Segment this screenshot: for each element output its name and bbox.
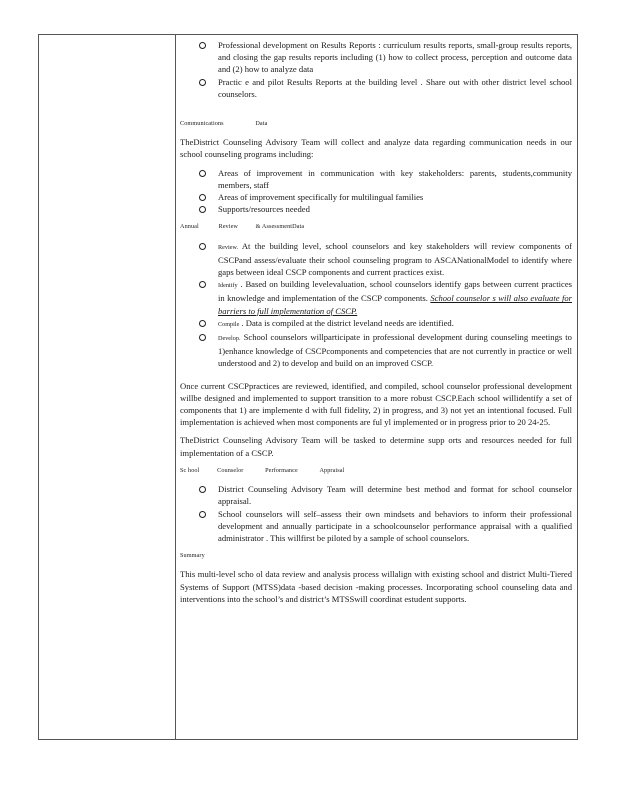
- circle-bullet-icon: [199, 334, 206, 341]
- list-item-review: Review. At the building level, school counselors and key stakeholders will review components of CSCPand assess/evaluate their school counseling program to ASCANationalModel to identify where gaps between ideal CSCP components and current practices exist.: [180, 240, 572, 279]
- circle-bullet-icon: [199, 486, 206, 493]
- annual-review-list: [180, 240, 572, 370]
- circle-bullet-icon: [199, 243, 206, 250]
- right-cell-content: [180, 39, 572, 605]
- results-report-list: [180, 39, 572, 100]
- list-item: School counselors will self–assess their own mindsets and behaviors to inform their professional development and annually participate in a schoolcounselor performance appraisal with a qualified administrator . This willfirst be piloted by a sample of school counselors.: [180, 508, 572, 545]
- annual-review-heading: Annual Review & AssessmentData: [180, 223, 305, 231]
- list-item: Practic e and pilot Results Reports at the building level . Share out with other district level school counselors.: [180, 76, 572, 100]
- list-item: Areas of improvement in communication with key stakeholders: parents, students,community members, staff: [180, 167, 572, 191]
- communications-data-heading: Communications Data: [180, 120, 268, 128]
- column-divider: [175, 35, 176, 739]
- circle-bullet-icon: [199, 511, 206, 518]
- communications-list: [180, 167, 572, 216]
- list-item: District Counseling Advisory Team will determine best method and format for school counselor appraisal.: [180, 483, 572, 507]
- summary-heading: Summary: [180, 552, 205, 560]
- circle-bullet-icon: [199, 320, 206, 327]
- document-table: [38, 34, 578, 740]
- list-item: Professional development on Results Reports : curriculum results reports, small-group results reports, and closing the gap results reports including (1) how to collect process, perception and outcome data and (2) how to analyze data: [180, 39, 572, 76]
- circle-bullet-icon: [199, 170, 206, 177]
- paragraph-advisory-team: TheDistrict Counseling Advisory Team will be tasked to determine supp orts and resources needed for full implementation of a CSCP.: [180, 435, 572, 458]
- circle-bullet-icon: [199, 79, 206, 86]
- appraisal-heading: Sc hool Counselor Performance Appraisal: [180, 466, 345, 474]
- circle-bullet-icon: [199, 206, 206, 213]
- list-item-compile: Compile . Data is compiled at the district leveland needs are identified.: [180, 317, 572, 331]
- list-item-develop: Develop. School counselors willparticipate in professional development during counseling meetings to 1)enhance knowledge of CSCPcomponents and competencies that are not currently in practice or well understood and 2) to develop and build on an improved CSCP.: [180, 331, 572, 370]
- list-item: Supports/resources needed: [180, 203, 572, 215]
- summary-paragraph: This multi-level scho ol data review and analysis process willalign with existing school and district Multi-Tiered Systems of Support (MTSS)data -based decision -making processes. Incorporating school counseling data and interventions into the school’s and district’s MTSSwill coordinat estudent supports.: [180, 569, 572, 604]
- paragraph-once-current: Once current CSCPpractices are reviewed, identified, and compiled, school counselor professional development willbe designed and implemented to support transition to a more robust CSCP.Each school willidentify a set of components that 1) are implemente d with full fidelity, 2) in progress, and 3) not yet an intentional focused. Full implementation is achieved when most components are ful yl implemented or in progress prior to 20 24-25.: [180, 380, 572, 428]
- circle-bullet-icon: [199, 42, 206, 49]
- list-item: Areas of improvement specifically for multilingual families: [180, 191, 572, 203]
- list-item-identify: Identify . Based on building levelevaluation, school counselors identify gaps between current practices in knowledge and implementation of the CSCP components. School counselor s will also evaluate for barriers to full implementation of CSCP.: [180, 278, 572, 317]
- circle-bullet-icon: [199, 194, 206, 201]
- appraisal-list: [180, 483, 572, 544]
- circle-bullet-icon: [199, 281, 206, 288]
- communications-intro: TheDistrict Counseling Advisory Team will collect and analyze data regarding communication needs in our school counseling programs including:: [180, 137, 572, 160]
